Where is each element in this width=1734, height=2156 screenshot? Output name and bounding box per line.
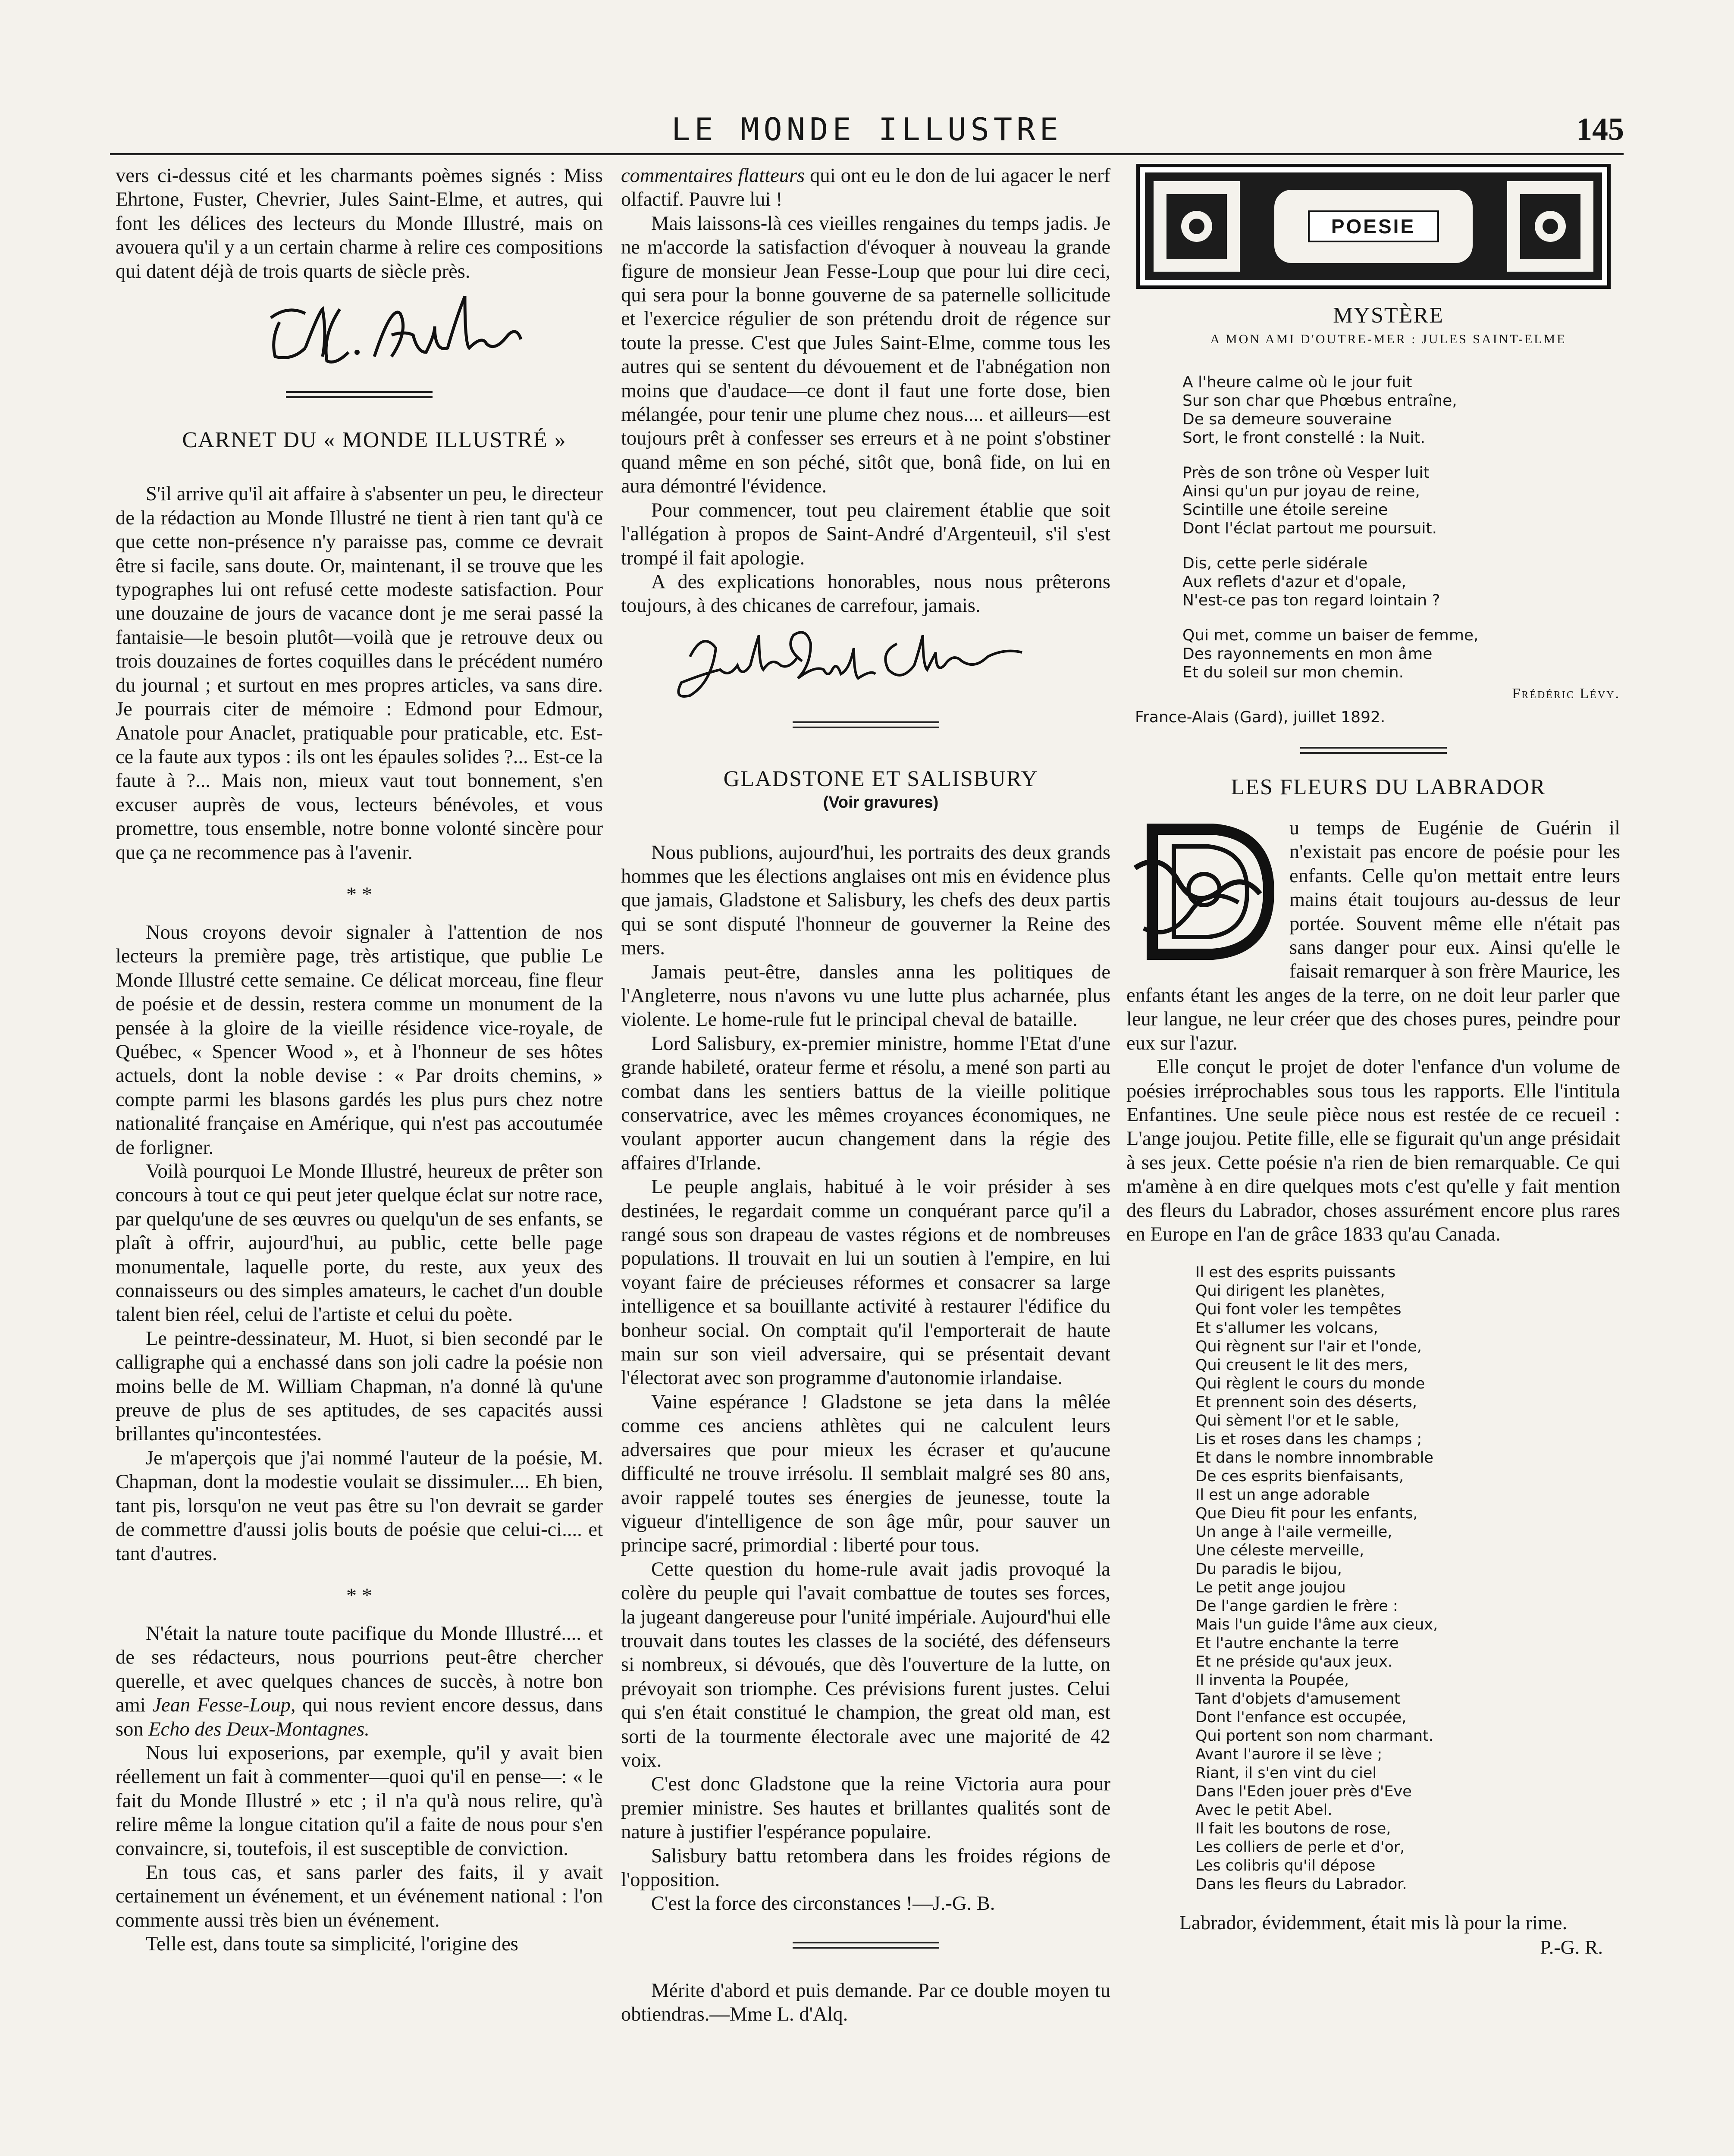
verse-line: Un ange à l'aile vermeille,	[1195, 1523, 1392, 1541]
paragraph: Mérite d'abord et puis demande. Par ce double moyen tu obtiendras.—Mme L. d'Alq.	[621, 1979, 1110, 2026]
verse-line: Tant d'objets d'amusement	[1195, 1690, 1400, 1708]
verse-line: Dis, cette perle sidérale	[1182, 554, 1368, 572]
verse-line: Qui règnent sur l'air et l'onde,	[1195, 1338, 1422, 1356]
stanza	[1182, 464, 1620, 538]
paragraph: Labrador, évidemment, était mis là pour la rime.	[1179, 1912, 1568, 1934]
section-separator: * *	[346, 883, 372, 906]
verse-line: Une céleste merveille,	[1195, 1542, 1364, 1560]
article-labrador	[1126, 816, 1620, 1246]
verse-line: Lis et roses dans les champs ;	[1195, 1431, 1422, 1448]
paragraph: vers ci-dessus cité et les charmants poèmes signés : Miss Ehrtone, Fuster, Chevrier, Jules Saint-Elme, et autres, qui font les délices des lecteurs du Monde Illustré, mais on avouera qu'il y a un certain charme à relire ces compositions qui datent déjà de trois quarts de siècle près.	[116, 165, 603, 282]
verse-line: De sa demeure souveraine	[1182, 410, 1392, 428]
verse-line: Près de son trône où Vesper luit	[1182, 464, 1430, 482]
verse-line: De l'ange gardien le frère :	[1195, 1598, 1398, 1615]
header-rule	[110, 153, 1624, 155]
verse-line: Qui dirigent les planètes,	[1195, 1282, 1385, 1300]
verse-line: Et du soleil sur mon chemin.	[1182, 663, 1404, 681]
paragraph: Je m'aperçois que j'ai nommé l'auteur de la poésie, M. Chapman, dont la modestie voulait se dissimuler.... Eh bien, tant pis, lorsqu'on ne veut pas être su l'on devrait se garder de commettre d'aussi jolis bouts de poésie que celui-ci.... et tant d'autres.	[116, 1447, 603, 1565]
verse-line: Dont l'éclat partout me poursuit.	[1182, 519, 1437, 537]
paragraph	[621, 164, 1110, 212]
column-3	[1126, 164, 1620, 1959]
poem-place-date: France-Alais (Gard), juillet 1892.	[1135, 708, 1386, 727]
text-run: N'était la nature toute pacifique du Monde Illustré.... et de ses rédacteurs, nous pourrions peut-être chercher querelle, et avec quelques chances de succès, à notre bon ami	[116, 1622, 603, 1717]
verse-line: Il est un ange adorable	[1195, 1486, 1370, 1504]
section-subheading: (Voir gravures)	[823, 793, 939, 812]
verse-line: N'est-ce pas ton regard lointain ?	[1182, 591, 1440, 609]
italic-run: Jean Fesse-Loup,	[152, 1694, 296, 1717]
paragraph: Telle est, dans toute sa simplicité, l'origine des	[146, 1933, 518, 1955]
signature-saint-elme	[621, 618, 1110, 721]
paragraph: Lord Salisbury, ex-premier ministre, homme l'Etat d'une grande habileté, orateur ferme et résolu, a mené son parti au combat dans les sentiers battus de la vieille politique conservatrice, avec les mêmes croyances économiques, ne voulant apporter aucun changement dans la régie des affaires d'Irlande.	[621, 1032, 1110, 1174]
double-rule	[793, 721, 939, 728]
stanza	[1182, 626, 1620, 682]
paragraph: Nous publions, aujourd'hui, les portraits des deux grands hommes que les élections anglaises ont mis en évidence plus que jamais, Gladstone et Salisbury, les chefs des deux partis qui se sont disputé l'honneur de gouverner la Reine des mers.	[621, 841, 1110, 959]
masthead-title: LE MONDE ILLUSTRE	[671, 111, 1063, 147]
verse-line: Et prennent soin des déserts,	[1195, 1394, 1417, 1411]
banner-label: POESIE	[1331, 215, 1416, 238]
paragraph: Nous lui exposerions, par exemple, qu'il y avait bien réellement un fait à commenter—quoi qu'il en pense—: « le fait du Monde Illustré » etc ; il n'a qu'à nous relire, qu'à relire même la longue citation qu'il a faite de nous pour s'en convaincre, si, toutefois, il est susceptible de conviction.	[116, 1742, 603, 1860]
italic-run: commentaires flatteurs	[621, 165, 805, 187]
verse-line: Qui met, comme un baiser de femme,	[1182, 626, 1479, 644]
paragraph: Le peintre-dessinateur, M. Huot, si bien secondé par le calligraphe qui a enchassé dans son joli cadre la poésie non moins belle de M. William Chapman, n'a donné là qu'une preuve de plus de ses aptitudes, de ses capacités aussi brillantes qu'incontestées.	[116, 1327, 603, 1445]
double-rule	[1300, 747, 1447, 754]
column-1	[116, 164, 603, 1956]
verse-line: Qui règlent le cours du monde	[1195, 1375, 1425, 1393]
verse-line: Que Dieu fit pour les enfants,	[1195, 1505, 1418, 1523]
section-separator: * *	[346, 1584, 372, 1607]
verse-line: Il inventa la Poupée,	[1195, 1672, 1349, 1689]
paragraph: u temps de Eugénie de Guérin il n'existait pas encore de poésie pour les enfants. Celle qu'on mettait entre leurs mains était toujours au-dessus de leur portée. Souvent même elle n'était pas sans danger pour eux. Ainsi qu'elle le faisait remarquer à son frère Maurice, les enfants étant les anges de la terre, on ne doit leur parler que leur langue, ne leur créer que des choses pures, peindre pour eux sur l'azur.	[1126, 817, 1620, 1054]
paragraph: En tous cas, et sans parler des faits, il y avait certainement un événement, et un événement national : l'on commente aussi très bien un événement.	[116, 1861, 603, 1931]
ornate-dropcap-image	[1126, 816, 1282, 967]
paragraph: Le peuple anglais, habitué à le voir présider à ses destinées, le regardait comme un conquérant parce qu'il a rangé sous son drapeau de vastes régions et de nombreuses populations. Il trouvait en lui un soutien à l'empire, en lui voyant faire de précieuses réformes et consacrer sa large intelligence et sa bouillante activité à restaurer l'édifice du bonheur social. On comptait qu'il l'emporterait de haute main sur son vieil adversaire, qui se présentait devant l'électorat avec son programme d'autonomie irlandaise.	[621, 1176, 1110, 1389]
verse-line: Qui creusent le lit des mers,	[1195, 1357, 1408, 1374]
paragraph: Elle conçut le projet de doter l'enfance d'un volume de poésies irréprochables sous tous les rapports. Elle l'intitula Enfantines. Une seule pièce nous est restée de ce recueil : L'ange joujou. Petite fille, elle se figurait qu'un ange présidait à ses jeux. Cette poésie n'a rien de bien remarquable. Ce qui m'amène à en dire quelques mots c'est qu'elle y fait mention des fleurs du Labrador, choses assurément encore plus rares en Europe en l'an de grâce 1833 qu'au Canada.	[1126, 1056, 1620, 1245]
paragraph: A des explications honorables, nous nous prêterons toujours, à des chicanes de carrefour, jamais.	[621, 570, 1110, 617]
section-heading: LES FLEURS DU LABRADOR	[1231, 774, 1546, 799]
paragraph: Mais laissons-là ces vieilles rengaines du temps jadis. Je ne m'accorde la satisfaction d'évoquer à nouveau la grande figure de monsieur Jean Fesse-Loup que pour lui dire ceci, qui sera pour la bonne gouverne de sa paternelle sollicitude et l'exercice régulier de son prétendu droit de régence sur toute la presse. C'est que Jules Saint-Elme, comme tous les autres qui se sentent du dévouement et de l'abnégation non moins que d'audace—ce dont il faut une forte dose, bien mélangée, pour tenir une plume chez nous.... et ailleurs—est toujours prêt à confesser ses erreurs et à ne point s'obstiner quand même en son péché, sitôt que, bonâ fide, on lui en aura démontré l'évidence.	[621, 212, 1110, 498]
text-run: qui ont eu le don de lui agacer le nerf olfactif. Pauvre lui !	[621, 165, 1110, 211]
verse-line: Aux reflets d'azur et d'opale,	[1182, 573, 1407, 591]
verse-line: Sort, le front constellé : la Nuit.	[1182, 429, 1425, 447]
verse-line: Qui sèment l'or et le sable,	[1195, 1412, 1399, 1430]
verse-line: Sur son char que Phœbus entraîne,	[1182, 392, 1457, 410]
text-run: qui nous revient encore dessus, dans son	[116, 1694, 603, 1740]
verse-line: Qui font voler les tempêtes	[1195, 1301, 1402, 1319]
verse-line: Mais l'un guide l'âme aux cieux,	[1195, 1616, 1438, 1634]
poem-dedication: A MON AMI D'OUTRE-MER : JULES SAINT-ELME	[1210, 332, 1567, 347]
verse-line: Scintille une étoile sereine	[1182, 501, 1388, 519]
paragraph: Jamais peut-être, dansles anna les politiques de l'Angleterre, nous n'avons vu une lutte plus acharnée, plus violente. Le home-rule fut le principal cheval de bataille.	[621, 961, 1110, 1031]
verse-line: Et dans le nombre innombrable	[1195, 1449, 1433, 1467]
verse-line: Du paradis le bijou,	[1195, 1561, 1342, 1578]
poem-mystere	[1182, 373, 1620, 682]
section-heading: GLADSTONE ET SALISBURY	[723, 766, 1038, 791]
paragraph: Voilà pourquoi Le Monde Illustré, heureux de prêter son concours à tout ce qui peut jeter quelque éclat sur notre race, par quelqu'une de ses œuvres ou quelqu'un de ses enfants, se plaît à offrir, aujourd'hui, au public, cette belle page monumentale, laquelle porte, du reste, aux yeux des connaisseurs ou des simples amateurs, le cachet d'un double talent bien réel, celui de l'artiste et celui du poète.	[116, 1160, 603, 1326]
paragraph: Pour commencer, tout peu clairement établie que soit l'allégation à propos de Saint-André d'Argenteuil, s'il s'est trompé il fait apologie.	[621, 499, 1110, 569]
verse-line: Et ne préside qu'aux jeux.	[1195, 1653, 1392, 1671]
double-rule	[286, 391, 433, 398]
paragraph: Cette question du home-rule avait jadis provoqué la colère du peuple qui l'avait combattue de toutes ses forces, la jugeant dangereuse pour l'unité impériale. Aujourd'hui elle trouvait dans toutes les classes de la société, des défenseurs si nombreux, si dévoués, que dès l'ouverture de la lutte, on prévoyait son triomphe. Ces prévisions furent justes. Celui qui s'en était constitué le champion, the great old man, est sorti de la tourmente électorale avec une majorité de 42 voix.	[621, 1558, 1110, 1771]
verse-line: Les colliers de perle et d'or,	[1195, 1839, 1405, 1856]
verse-line: Et s'allumer les volcans,	[1195, 1319, 1378, 1337]
verse-line: Dans l'Eden jouer près d'Eve	[1195, 1783, 1412, 1801]
stanza	[1182, 554, 1620, 610]
double-rule	[793, 1942, 939, 1949]
section-heading: CARNET DU « MONDE ILLUSTRÉ »	[182, 428, 567, 453]
paragraph: S'il arrive qu'il ait affaire à s'absenter un peu, le directeur de la rédaction au Monde Illustré ne tient à rien tant qu'à ce que cette non-présence n'y paraisse pas, comme ce devrait être si facile, sans doute. Or, maintenant, il se trouve que les typographes lui ont refusé cette modeste satisfaction. Pour une douzaine de jours de vacance dont je me serai passé la fantaisie—le besoin plutôt—voilà que je retrouve deux ou trois douzaines de fortes coquilles dans le précédent numéro du journal ; et surtout en mes propres articles, va sans dire. Je pourrais citer de mémoire : Edmond pour Edmour, Anatole pour Anaclet, pratiquable pour praticable, etc. Est-ce la faute aux typos : ils ont les épaules solides ?... Est-ce la faute à ?... Mais non, mieux vaut tout bonnement, s'en excuser auprès de vous, lecteurs bénévoles, et vous promettre, tous ensemble, notre bonne volonté sincère pour que ça ne recommence pas à l'avenir.	[116, 483, 603, 864]
column-2	[621, 164, 1110, 2027]
page-number: 145	[1576, 112, 1624, 147]
paragraph: Vaine espérance ! Gladstone se jeta dans la mêlée comme ces anciens athlètes qui ne calculent leurs adversaires que pour mieux les écraser et qu'aucune difficulté ne trouve irrésolu. Il semblait malgré ses 80 ans, avoir rappelé toutes ses énergies de jeunesse, toute la vigueur d'intelligence de son âge mûr, pour sauver un principe sacré, primordial : liberté pour tous.	[621, 1391, 1110, 1557]
verse-line: Dans les fleurs du Labrador.	[1195, 1876, 1407, 1893]
poem-title: MYSTÈRE	[1333, 303, 1444, 328]
poem-ange-joujou	[1195, 1263, 1620, 1894]
verse-line: Avant l'aurore il se lève ;	[1195, 1746, 1383, 1764]
verse-line: Il est des esprits puissants	[1195, 1264, 1396, 1282]
verse-line: Ainsi qu'un pur joyau de reine,	[1182, 482, 1420, 500]
verse-line: Des rayonnements en mon âme	[1182, 645, 1433, 663]
poem-author: Frédéric Lévy.	[1512, 685, 1620, 702]
verse-line: Dont l'enfance est occupée,	[1195, 1709, 1407, 1727]
stanza	[1182, 373, 1620, 447]
paragraph	[116, 1622, 603, 1741]
verse-line: Il fait les boutons de rose,	[1195, 1820, 1391, 1838]
paragraph: Salisbury battu retombera dans les froides régions de l'opposition.	[621, 1845, 1110, 1891]
verse-line: Qui portent son nom charmant.	[1195, 1727, 1433, 1745]
verse-line: Et l'autre enchante la terre	[1195, 1635, 1399, 1652]
verse-line: Le petit ange joujou	[1195, 1579, 1346, 1597]
verse-line: De ces esprits bienfaisants,	[1195, 1468, 1404, 1485]
verse-line: Riant, il s'en vint du ciel	[1195, 1764, 1377, 1782]
paragraph: C'est donc Gladstone que la reine Victoria aura pour premier ministre. Ses hautes et brillantes qualités sont de nature à justifier l'espérance populaire.	[621, 1773, 1110, 1843]
poesie-banner	[1126, 164, 1620, 289]
paragraph: C'est la force des circonstances !—J.-G. B.	[651, 1893, 995, 1915]
italic-run: Echo des Deux-Montagnes.	[148, 1718, 370, 1740]
paragraph: Nous croyons devoir signaler à l'attention de nos lecteurs la première page, très artistique, que publie Le Monde Illustré cette semaine. Ce délicat morceau, fine fleur de poésie et de dessin, restera comme un monument de la pensée à la gloire de la vieille résidence vice-royale, de Québec, « Spencer Wood », et à l'honneur de ses hôtes actuels, dont la noble devise : « Par droits chemins, » compte parmi les blasons gardés les plus purs chez notre nationalité française en Amérique, qui n'est pas accoutumée de forligner.	[116, 921, 603, 1159]
signature-aube	[116, 283, 603, 391]
verse-line: A l'heure calme où le jour fuit	[1182, 373, 1412, 391]
verse-line: Les colibris qu'il dépose	[1195, 1857, 1376, 1875]
verse-line: Avec le petit Abel.	[1195, 1802, 1333, 1819]
article-signature: P.-G. R.	[1540, 1936, 1603, 1958]
